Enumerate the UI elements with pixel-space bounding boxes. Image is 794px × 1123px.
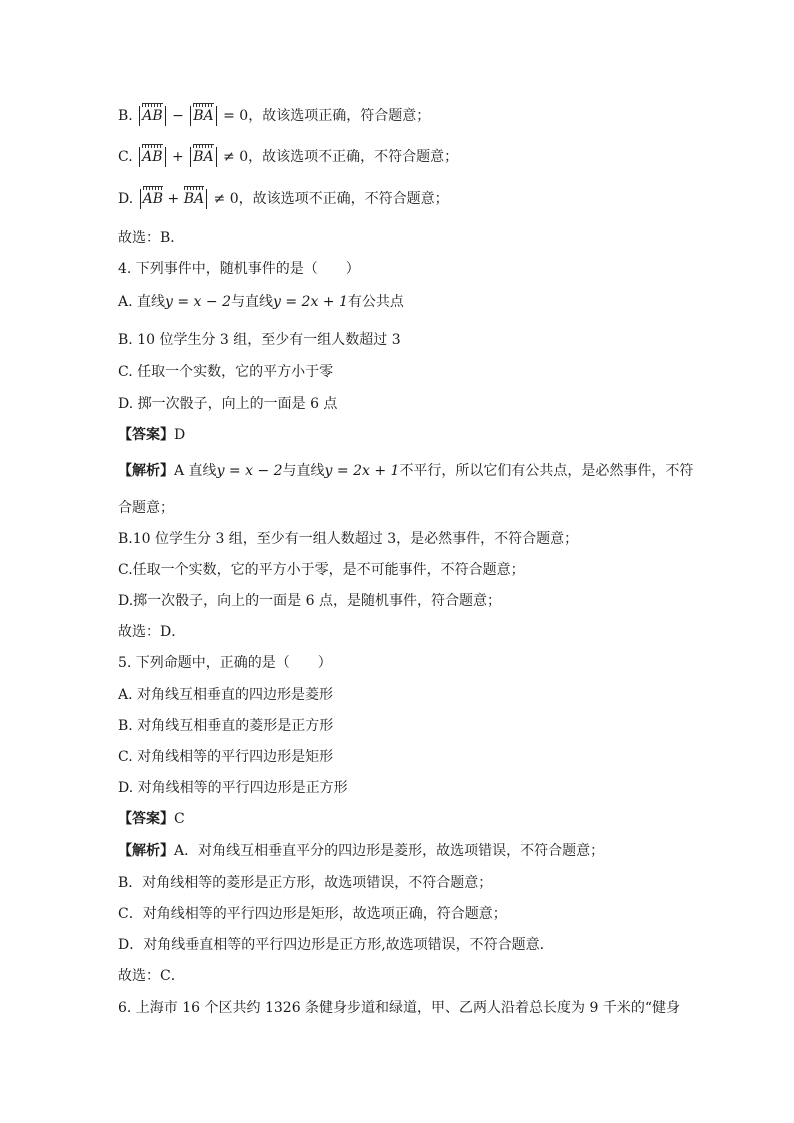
analysis-text: A．对角线互相垂直平分的四边形是菱形，故选项错误，不符合题意； (174, 843, 605, 859)
abs-ba (190, 147, 216, 167)
option-text: ，故该选项不正确，不符合题意； (248, 149, 459, 165)
q3-option-b-line (118, 106, 430, 126)
q4-analysis-a (118, 461, 693, 481)
equation: y = 2x + 1 (324, 463, 400, 479)
q5-analysis-b: B．对角线相等的菱形是正方形，故选项错误，不符合题意； (118, 875, 493, 891)
analysis-label: 【解析】 (118, 463, 174, 479)
plus-sign: + (171, 149, 184, 165)
option-label: C. (118, 149, 133, 165)
q4-answer (118, 425, 185, 445)
q5-choice: 故选：C． (118, 968, 185, 984)
q4-option-c: C. 任取一个实数，它的平方小于零 (118, 364, 334, 380)
q5-option-a: A. 对角线互相垂直的四边形是菱形 (118, 687, 334, 703)
equation: y = 2x + 1 (273, 294, 348, 310)
answer-label: 【答案】 (118, 427, 174, 443)
relation: ≠ 0 (223, 149, 249, 165)
option-text: A. 直线 (118, 294, 166, 310)
equation: y = x − 2 (165, 294, 231, 310)
analysis-text: 与直线 (282, 463, 325, 479)
analysis-text: 不平行，所以它们有公共点，是必然事件，不符 (399, 463, 694, 479)
abs-ab (139, 106, 165, 126)
abs-ba (190, 106, 216, 126)
abs-sum (140, 189, 207, 209)
q4-analysis-d: D.掷一次骰子，向上的一面是 6 点，是随机事件，符合题意； (118, 593, 501, 609)
q5-analysis-d: D．对角线垂直相等的平行四边形是正方形,故选项错误，不符合题意． (118, 937, 554, 953)
equation: y = x − 2 (216, 463, 283, 479)
q4-analysis-c: C.任取一个实数，它的平方小于零，是不可能事件，不符合题意； (118, 562, 525, 578)
q6-stem: 6. 上海市 16 个区共约 1326 条健身步道和绿道，甲、乙两人沿着总长度为 9 千米的“健身 (118, 1000, 681, 1016)
q3-option-d-line (118, 189, 449, 209)
answer-label: 【答案】 (118, 811, 174, 827)
q5-analysis-c: C．对角线相等的平行四边形是矩形，故选项正确，符合题意； (118, 906, 507, 922)
vector-ba: BA (193, 108, 214, 124)
q5-option-d: D. 对角线相等的平行四边形是正方形 (118, 780, 348, 796)
q3-option-c-line (118, 147, 458, 167)
analysis-label: 【解析】 (118, 843, 174, 859)
q4-analysis-b: B.10 位学生分 3 组，至少有一组人数超过 3，是必然事件，不符合题意； (118, 531, 579, 547)
vector-ab: AB (142, 149, 163, 165)
vector-ab: AB (142, 108, 163, 124)
q4-stem: 4. 下列事件中，随机事件的是（ ） (118, 261, 360, 277)
vector-ba: BA (193, 149, 214, 165)
option-text: ，故该选项不正确，不符合题意； (238, 191, 449, 207)
q5-option-b: B. 对角线互相垂直的菱形是正方形 (118, 718, 334, 734)
answer-value: C (174, 811, 185, 827)
q4-option-a (118, 292, 404, 312)
analysis-text: A 直线 (174, 463, 217, 479)
q3-choice: 故选：B． (118, 230, 185, 246)
q5-stem: 5. 下列命题中，正确的是（ ） (118, 655, 332, 671)
q5-answer (118, 809, 185, 829)
q5-option-c: C. 对角线相等的平行四边形是矩形 (118, 749, 334, 765)
q4-analysis-a-cont: 合题意； (118, 500, 174, 516)
option-text: 与直线 (231, 294, 273, 310)
option-text: ，故该选项正确，符合题意； (248, 108, 431, 124)
abs-ab (139, 147, 165, 167)
minus-sign: − (172, 108, 184, 124)
vector-ba: BA (183, 191, 205, 207)
q4-option-b: B. 10 位学生分 3 组，至少有一组人数超过 3 (118, 332, 401, 348)
plus-sign: + (167, 191, 180, 207)
q5-analysis-a (118, 841, 604, 861)
option-label: B. (118, 108, 133, 124)
answer-value: D (174, 427, 186, 443)
q4-option-d: D. 掷一次骰子，向上的一面是 6 点 (118, 396, 338, 412)
option-text: 有公共点 (347, 294, 404, 310)
option-label: D. (118, 191, 134, 207)
q4-choice: 故选：D． (118, 624, 186, 640)
vector-ab: AB (142, 191, 164, 207)
relation: ≠ 0 (213, 191, 239, 207)
relation: = 0 (223, 108, 249, 124)
